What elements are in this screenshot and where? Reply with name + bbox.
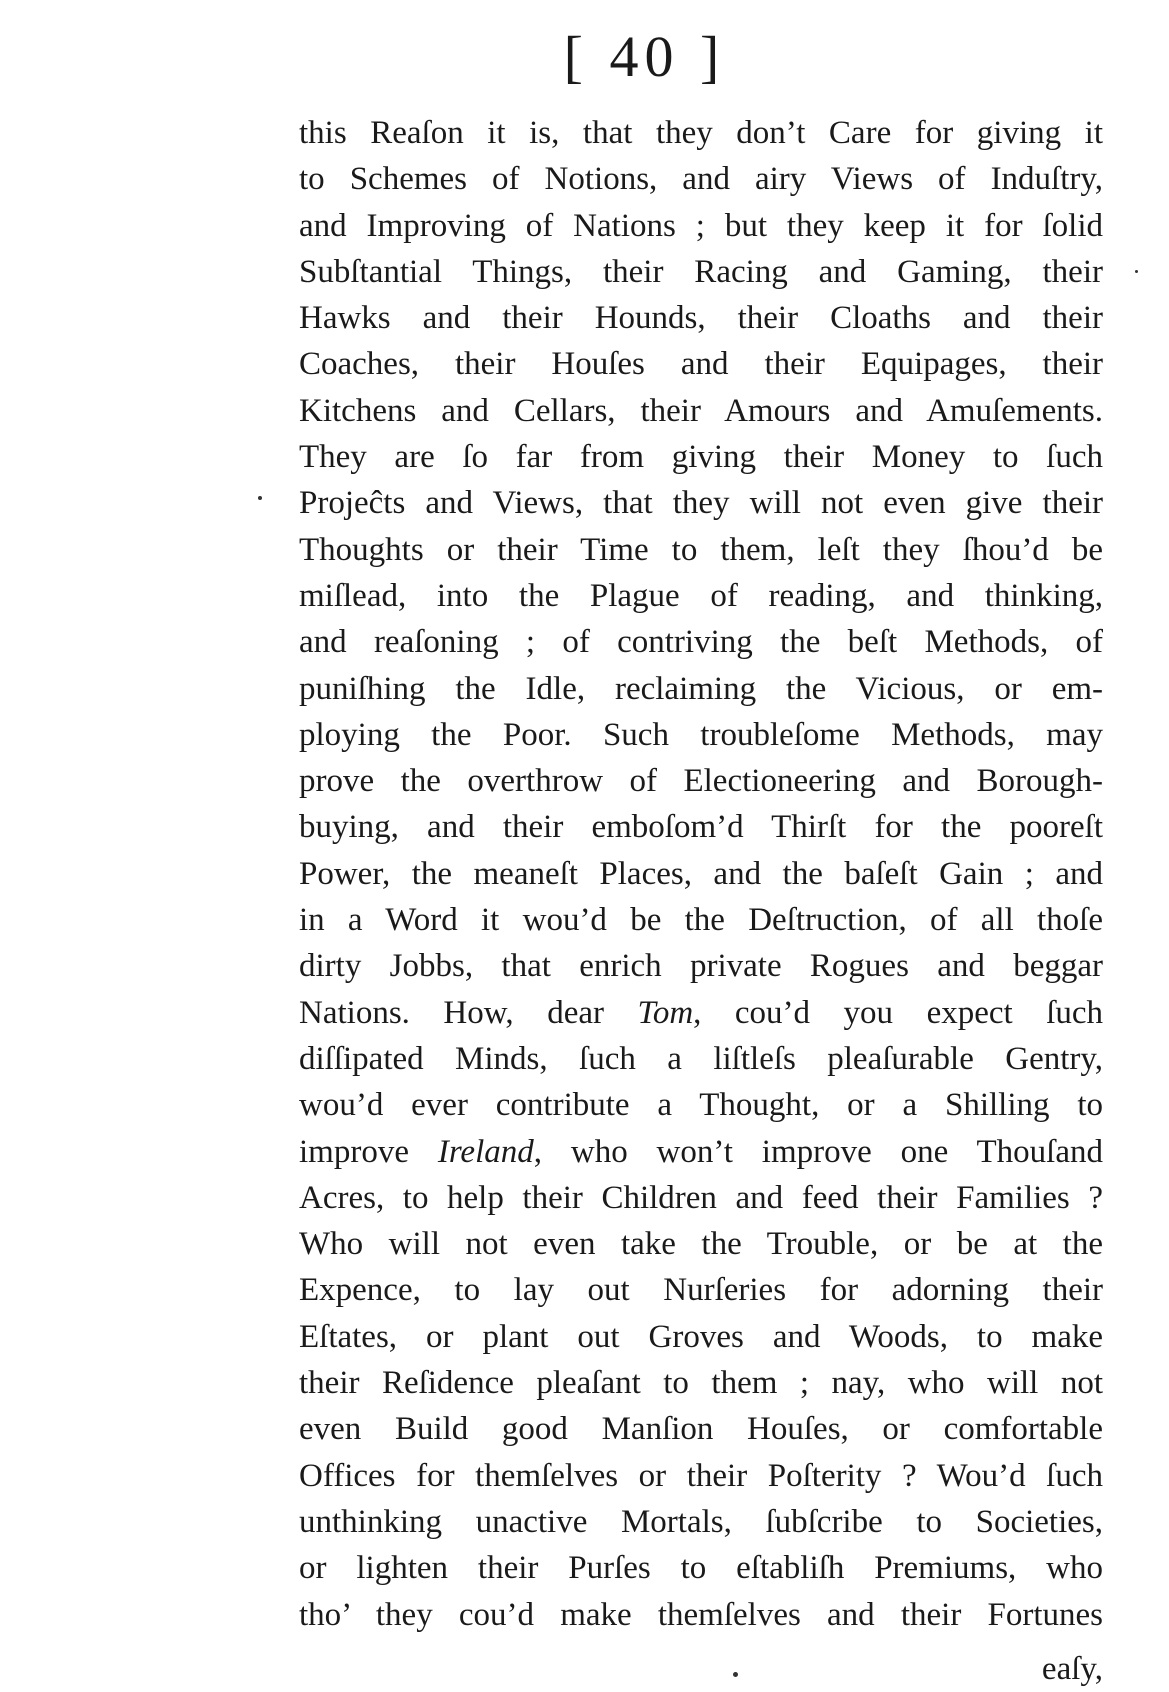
text-line: to Schemes of Notions, and airy Views of Induſtry, xyxy=(299,161,1103,198)
text-line: improve Ireland, who won’t improve one Thouſand xyxy=(299,1133,1103,1170)
text-line: Power, the meaneſt Places, and the baſeſt Gain ; and xyxy=(299,855,1103,892)
text-line: miſlead, into the Plague of reading, and thinking, xyxy=(299,577,1103,614)
text-line: or lighten their Purſes to eſtabliſh Premiums, who xyxy=(299,1550,1103,1587)
text-line: diſſipated Minds, ſuch a liſtleſs pleaſurable Gentry, xyxy=(299,1040,1103,1077)
scan-speck xyxy=(733,1672,738,1677)
text-line: Hawks and their Hounds, their Cloaths and their xyxy=(299,300,1103,337)
body-text xyxy=(299,110,1103,1692)
text-line: their Reſidence pleaſant to them ; nay, who will not xyxy=(299,1365,1103,1402)
page-number: [ 40 ] xyxy=(563,24,726,89)
text-line: in a Word it wou’d be the Deſtruction, of all thoſe xyxy=(299,902,1103,939)
text-line: buying, and their emboſom’d Thirſt for the pooreſt xyxy=(299,809,1103,846)
text-line: this Reaſon it is, that they don’t Care for giving it xyxy=(299,115,1103,151)
text-line: Acres, to help their Children and feed their Families ? xyxy=(299,1179,1103,1216)
text-line: ploying the Poor. Such troubleſome Methods, may xyxy=(299,716,1103,753)
scan-speck xyxy=(1135,270,1138,273)
text-line: Expence, to lay out Nurſeries for adorning their xyxy=(299,1272,1103,1309)
text-line: Coaches, their Houſes and their Equipages, their xyxy=(299,346,1103,383)
text-line: Projeĉts and Views, that they will not even give their xyxy=(299,485,1103,522)
text-line: They are ſo far from giving their Money to ſuch xyxy=(299,439,1103,476)
text-line: Kitchens and Cellars, their Amours and Amuſements. xyxy=(299,392,1103,429)
text-line: wou’d ever contribute a Thought, or a Shilling to xyxy=(299,1087,1103,1124)
text-line: prove the overthrow of Electioneering and Borough- xyxy=(299,763,1103,800)
text-line: Who will not even take the Trouble, or be at the xyxy=(299,1226,1103,1263)
text-line: Offices for themſelves or their Poſterity ? Wou’d ſuch xyxy=(299,1457,1103,1494)
text-line: Eſtates, or plant out Groves and Woods, to make xyxy=(299,1318,1103,1355)
catchword: eaſy, xyxy=(1041,1650,1103,1687)
text-line: Nations. How, dear Tom, cou’d you expect ſuch xyxy=(299,994,1103,1031)
text-line: Subſtantial Things, their Racing and Gaming, their xyxy=(299,253,1103,290)
text-line: even Build good Manſion Houſes, or comfortable xyxy=(299,1411,1103,1448)
text-line: unthinking unactive Mortals, ſubſcribe to Societies, xyxy=(299,1503,1103,1540)
text-line: and reaſoning ; of contriving the beſt Methods, of xyxy=(299,624,1103,661)
text-line: and Improving of Nations ; but they keep it for ſolid xyxy=(299,207,1103,244)
text-line: Thoughts or their Time to them, leſt they ſhou’d be xyxy=(299,531,1103,568)
text-line: puniſhing the Idle, reclaiming the Vicious, or em- xyxy=(299,670,1103,707)
text-line: dirty Jobbs, that enrich private Rogues and beggar xyxy=(299,948,1103,985)
text-line: tho’ they cou’d make themſelves and their Fortunes xyxy=(299,1596,1103,1633)
scan-speck xyxy=(258,496,262,500)
